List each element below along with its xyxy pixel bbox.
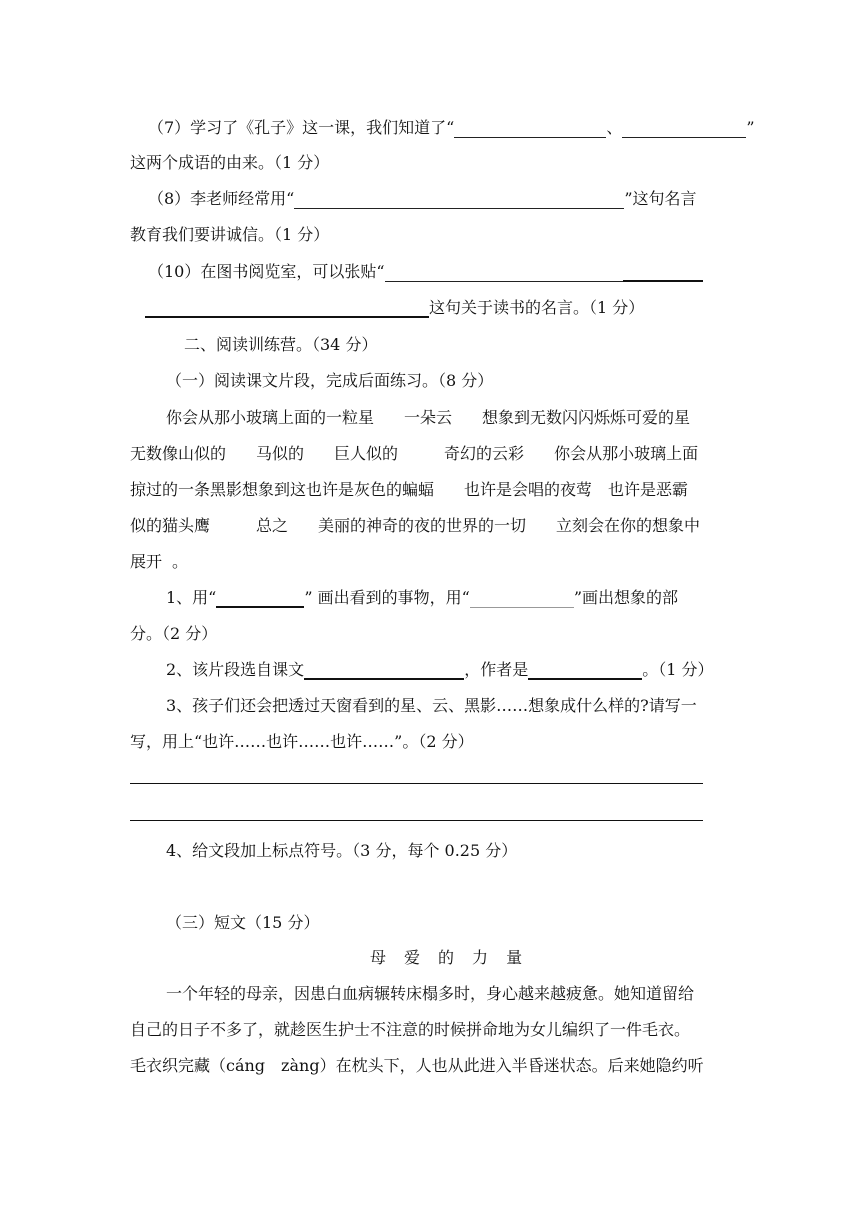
- q2-blank-title[interactable]: [304, 663, 464, 680]
- question-10-line1: [148, 262, 703, 282]
- q7-close-quote: ”: [746, 118, 755, 137]
- part-1-title: （一）阅读课文片段，完成后面练习。（8 分）: [166, 371, 494, 390]
- q10-blank-1[interactable]: [385, 266, 623, 282]
- q1-thin-line-sample: [470, 592, 574, 608]
- q8-text-after: ”这句名言: [624, 189, 697, 208]
- passage-segment: 巨人似的: [334, 444, 399, 463]
- passage-line-4: [130, 516, 700, 536]
- q2-text: ，作者是: [464, 660, 529, 679]
- question-1-line2: 分。（2 分）: [130, 624, 218, 643]
- heading-char: 爱: [404, 948, 421, 967]
- q10-text: （10）在图书阅览室，可以张贴“: [148, 262, 385, 281]
- article-line-2: 自己的日子不多了，就趁医生护士不注意的时候拼命地为女儿编织了一件毛衣。: [130, 1020, 691, 1039]
- q7-blank-2[interactable]: [622, 122, 746, 138]
- passage-line-5: [130, 552, 188, 572]
- q10-blank-1-bold[interactable]: [623, 265, 703, 282]
- question-7-line1: [148, 118, 755, 138]
- passage-segment: 你会从那小玻璃上面: [554, 444, 699, 463]
- passage-segment: 一朵云: [404, 408, 453, 427]
- passage-segment: 掠过的一条黑影想象到这也许是灰色的蝙蝠: [130, 480, 435, 499]
- answer-line-2[interactable]: [130, 820, 703, 821]
- question-4: 4、给文段加上标点符号。（3 分，每个 0.25 分）: [166, 841, 518, 860]
- article-line-3: 毛衣织完藏（cáng zàng）在枕头下，人也从此进入半昏迷状态。后来她隐约听: [130, 1056, 704, 1075]
- question-10-line2: [145, 298, 644, 318]
- q7-blank-1[interactable]: [454, 122, 606, 138]
- passage-line-1: [166, 408, 690, 428]
- q7-separator: 、: [606, 118, 623, 137]
- question-2: [166, 660, 713, 680]
- question-7-line2: 这两个成语的由来。（1 分）: [130, 153, 330, 172]
- heading-char: 的: [438, 948, 455, 967]
- passage-segment: 无数像山似的: [130, 444, 227, 463]
- q2-text: 2、该片段选自课文: [166, 660, 305, 679]
- passage-segment: 似的猫头鹰: [130, 516, 211, 535]
- q1-text: ”画出想象的部: [573, 588, 679, 607]
- q10-blank-2[interactable]: [145, 301, 429, 318]
- passage-line-3: [130, 480, 688, 500]
- passage-segment: 也许是恶霸: [608, 480, 689, 499]
- q2-blank-author[interactable]: [528, 663, 642, 680]
- part-3-title: （三）短文（15 分）: [166, 913, 320, 932]
- passage-segment: 总之: [256, 516, 289, 535]
- passage-segment: 想象到无数闪闪烁烁可爱的星: [482, 408, 691, 427]
- heading-char: 力: [472, 948, 489, 967]
- article-heading: [370, 948, 522, 968]
- passage-segment: 也许是会唱的夜莺: [464, 480, 593, 499]
- heading-char: 母: [370, 948, 387, 967]
- q8-blank[interactable]: [294, 193, 624, 209]
- q8-text: （8）李老师经常用“: [148, 189, 295, 208]
- passage-segment: 奇幻的云彩: [444, 444, 525, 463]
- article-line-1: 一个年轻的母亲，因患白血病辗转床榻多时，身心越来越疲惫。她知道留给: [166, 984, 695, 1003]
- question-3-line2: 写，用上“也许……也许……也许……”。（2 分）: [130, 732, 474, 751]
- question-8-line1: [148, 189, 697, 209]
- q7-text: （7）学习了《孔子》这一课，我们知道了“: [148, 118, 455, 137]
- q1-text: 1、用“: [166, 588, 217, 607]
- q10-text-after: 这句关于读书的名言。（1 分）: [429, 298, 645, 317]
- q1-bold-line-sample: [216, 591, 304, 608]
- passage-segment: 。: [172, 552, 189, 571]
- q2-text: 。（1 分）: [642, 660, 714, 679]
- passage-segment: 你会从那小玻璃上面的一粒星: [166, 408, 375, 427]
- heading-char: 量: [506, 948, 523, 967]
- answer-line-1[interactable]: [130, 783, 703, 784]
- section-2-title: 二、阅读训练营。（34 分）: [184, 335, 378, 354]
- passage-segment: 展开: [130, 552, 163, 571]
- passage-segment: 美丽的神奇的夜的世界的一切: [318, 516, 527, 535]
- passage-segment: 立刻会在你的想象中: [556, 516, 701, 535]
- passage-line-2: [130, 444, 698, 464]
- question-3-line1: 3、孩子们还会把透过天窗看到的星、云、黑影……想象成什么样的?请写一: [166, 696, 697, 715]
- q1-text: ” 画出看到的事物，用“: [304, 588, 470, 607]
- question-1-line1: [166, 588, 678, 608]
- passage-segment: 马似的: [256, 444, 305, 463]
- question-8-line2: 教育我们要讲诚信。（1 分）: [130, 225, 330, 244]
